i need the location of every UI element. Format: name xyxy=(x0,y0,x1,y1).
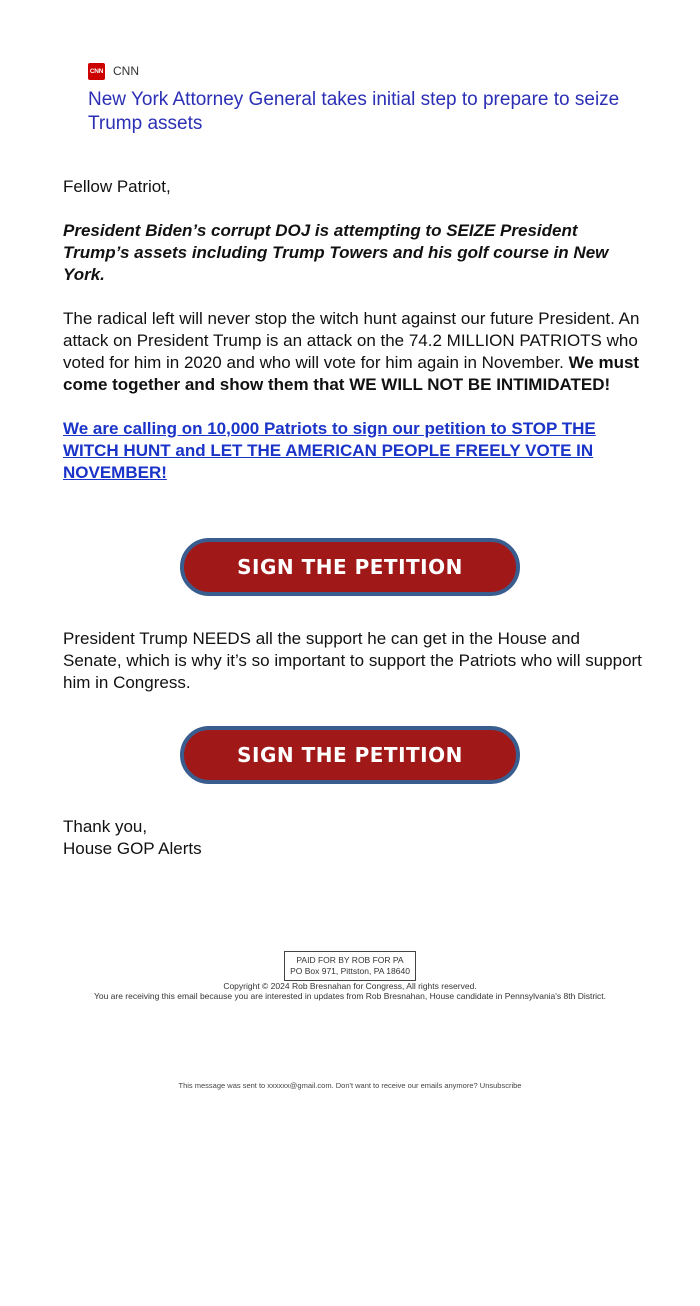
body-paragraph-bold: We must come together and show them that WE WILL NOT BE INTIMIDATED! xyxy=(63,353,640,394)
signoff-thanks: Thank you, xyxy=(63,817,148,836)
paid-line-1: PAID FOR BY ROB FOR PA xyxy=(296,955,404,965)
email-body xyxy=(63,176,643,484)
petition-link[interactable]: We are calling on 10,000 Patriots to sign our petition to STOP THE WITCH HUNT and LET THE AMERICAN PEOPLE FREELY VOTE IN NOVEMBER! xyxy=(63,419,596,482)
body-paragraph xyxy=(63,308,643,396)
paid-for-box xyxy=(284,951,416,981)
news-card[interactable] xyxy=(88,62,648,136)
subscription-reason: You are receiving this email because you are interested in updates from Rob Bresnahan, House candidate in Pennsylvania's 8th District. xyxy=(93,991,607,1001)
sign-petition-button-2[interactable]: SIGN THE PETITION xyxy=(180,726,520,784)
signoff-sender: House GOP Alerts xyxy=(63,839,202,858)
sign-petition-button[interactable]: SIGN THE PETITION xyxy=(180,538,520,596)
sent-to-text: This message was sent to xxxxxx@gmail.com. Don't want to receive our emails anymore? xyxy=(178,1081,478,1090)
news-headline-link[interactable]: New York Attorney General takes initial step to prepare to seize Trump assets xyxy=(88,89,620,134)
support-paragraph: President Trump NEEDS all the support he can get in the House and Senate, which is why it’s so important to support the Patriots who will support him in Congress. xyxy=(63,629,642,692)
sent-to-note xyxy=(0,1081,700,1090)
unsubscribe-link[interactable]: Unsubscribe xyxy=(479,1081,522,1090)
greeting: Fellow Patriot, xyxy=(63,177,171,196)
cnn-logo-icon: CNN xyxy=(88,63,105,80)
news-source-name: CNN xyxy=(113,64,139,78)
petition-paragraph xyxy=(63,418,643,484)
lead-paragraph: President Biden’s corrupt DOJ is attempting to SEIZE President Trump’s assets including Trump Towers and his golf course in New York. xyxy=(63,221,609,284)
copyright: Copyright © 2024 Rob Bresnahan for Congress, All rights reserved. xyxy=(223,981,477,991)
footer xyxy=(0,951,700,1001)
paid-line-2: PO Box 971, Pittston, PA 18640 xyxy=(290,966,410,976)
signoff xyxy=(63,816,202,860)
body-paragraph-text: The radical left will never stop the witch hunt against our future President. An attack on President Trump is an attack on the 74.2 MILLION PATRIOTS who voted for him in 2020 and who will vote for him again in November. xyxy=(63,309,640,372)
news-source xyxy=(88,62,648,80)
